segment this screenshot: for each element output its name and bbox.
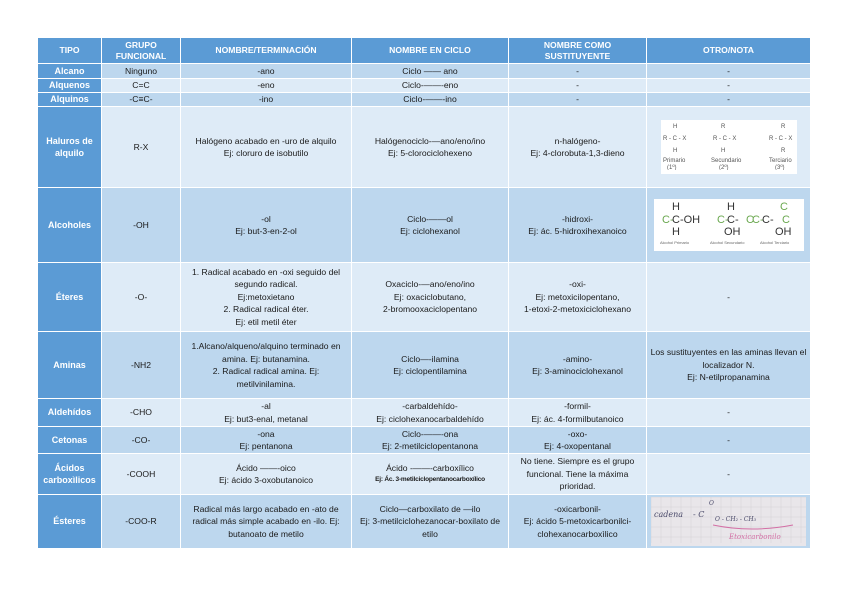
table-row — [38, 495, 811, 549]
svg-text:C-: C- — [661, 214, 674, 227]
functional-groups-table — [37, 37, 811, 549]
table-row — [38, 107, 811, 188]
note — [647, 454, 811, 495]
table-row — [38, 427, 811, 454]
cyclic-name-line: Ácido -——-carboxílico — [386, 462, 474, 473]
cyclic-name-line: Ciclo-——-ona — [401, 428, 459, 439]
note-image — [647, 495, 811, 549]
note-line: - — [727, 291, 730, 302]
svg-text:Alcohol Terciario: Alcohol Terciario — [759, 240, 789, 246]
table-row — [38, 332, 811, 399]
name-ending — [181, 79, 352, 93]
cyclic-name — [352, 93, 509, 107]
svg-text:(3º): (3º) — [774, 165, 785, 171]
name-ending-line: Ej: ácido 3-oxobutanoico — [218, 475, 314, 485]
name-ending-line: Ej: cloruro de isobutilo — [223, 148, 309, 158]
name-ending-line: 1. Radical acabado en -oxi seguido del segundo radical. — [191, 266, 341, 290]
cyclic-name — [352, 263, 509, 332]
cyclic-name-line: Ej: ciclohexanol — [400, 226, 460, 236]
substituent-name-line: n-halógeno- — [554, 135, 601, 146]
substituent-name-line: -hidroxi- — [561, 213, 594, 224]
row-type: Alquinos — [38, 93, 102, 107]
cyclic-name — [352, 188, 509, 263]
name-ending — [181, 263, 352, 332]
substituent-name-line: Ej: 3-aminociclohexanol — [532, 366, 623, 376]
substituent-name-line: - — [576, 80, 579, 91]
cyclic-name — [352, 427, 509, 454]
name-ending-line: Halógeno acabado en -uro de alquilo — [195, 135, 337, 146]
svg-text:OH: OH — [774, 226, 791, 239]
cyclic-name-line: Ciclo-——ol — [407, 213, 453, 224]
svg-text:C: C — [779, 201, 788, 214]
substituent-name-line: No tiene. Siempre es el grupo funcional. Tiene la máxima prioridad. — [520, 456, 635, 492]
svg-text:C-: C- — [751, 214, 764, 227]
svg-text:R: R — [720, 124, 725, 131]
cyclic-name-line: Ej: 2-metilciclopentanona — [381, 441, 479, 451]
note-image — [647, 107, 811, 188]
substituent-name-line: Ej: ácido 5-metoxicarbonilci-clohexanocarboxìlico — [523, 516, 632, 539]
row-type: Aminas — [38, 332, 102, 399]
header-sustituyente: NOMBRE COMO SUSTITUYENTE — [509, 38, 647, 64]
header-tipo: TIPO — [38, 38, 102, 64]
substituent-name — [509, 79, 647, 93]
note-line: - — [727, 94, 730, 105]
name-ending — [181, 188, 352, 263]
substituent-name-line: - — [576, 94, 579, 105]
name-ending-line: 2. Radical radical éter. — [223, 304, 309, 315]
note-image — [647, 188, 811, 263]
functional-group: -C≡C- — [102, 93, 181, 107]
row-type: Éteres — [38, 263, 102, 332]
functional-group: -NH2 — [102, 332, 181, 399]
cyclic-name-line: Halógenociclo-—ano/eno/ino — [374, 135, 486, 146]
table-row — [38, 79, 811, 93]
functional-group: C=C — [102, 79, 181, 93]
row-type: Alquenos — [38, 79, 102, 93]
note-line: - — [727, 407, 730, 418]
svg-text:(2º): (2º) — [718, 165, 729, 171]
note — [647, 427, 811, 454]
substituent-name-line: Ej: 4-clorobuta-1,3-dieno — [530, 148, 625, 158]
svg-text:O: O — [709, 499, 714, 507]
svg-text:- C: - C — [693, 509, 705, 519]
substituent-name — [509, 399, 647, 427]
svg-text:H: H — [726, 201, 735, 214]
cyclic-name — [352, 64, 509, 79]
name-ending — [181, 399, 352, 427]
svg-text:R - C - X: R - C - X — [662, 136, 686, 143]
row-type: Aldehídos — [38, 399, 102, 427]
note — [647, 399, 811, 427]
substituent-name-line: Ej: ác. 5-hidroxihexanoico — [528, 226, 627, 236]
note — [647, 332, 811, 399]
functional-group: R-X — [102, 107, 181, 188]
note-line: - — [727, 65, 730, 76]
name-ending-line: Ej:metoxietano — [237, 291, 295, 302]
svg-text:H: H — [671, 226, 680, 239]
table-row — [38, 454, 811, 495]
svg-text:cadena: cadena — [654, 509, 684, 519]
table-row — [38, 64, 811, 79]
substituent-name — [509, 454, 647, 495]
functional-group: -COOH — [102, 454, 181, 495]
note — [647, 93, 811, 107]
functional-group: -OH — [102, 188, 181, 263]
header-grupo: GRUPO FUNCIONAL — [102, 38, 181, 64]
note-line: - — [727, 80, 730, 91]
row-type: Ácidos carboxìlicos — [38, 454, 102, 495]
substituent-name-line: -amino- — [562, 353, 593, 364]
cyclic-name-line: Ciclo—carboxilato de —ilo — [379, 503, 481, 514]
functional-group: -CO- — [102, 427, 181, 454]
row-type: Haluros de alquilo — [38, 107, 102, 188]
substituent-name — [509, 188, 647, 263]
note — [647, 64, 811, 79]
name-ending-line: Ej: but-3-en-2-ol — [235, 226, 297, 236]
name-ending-line: Radical más largo acabado en -ato de radical más simple acabado en -ilo. Ej: butanoato de metilo — [192, 503, 340, 539]
name-ending-line: Ej: pentanona — [239, 441, 293, 451]
substituent-name-line: Ej: ác. 4-formilbutanoico — [531, 413, 624, 424]
svg-text:H: H — [672, 124, 677, 131]
svg-text:C-: C- — [716, 214, 729, 227]
cyclic-name-line: Ej: 3-metilciclohezanocar-boxilato de etilo — [360, 516, 500, 539]
cyclic-name-line: Oxaciclo-—ano/eno/ino — [385, 279, 475, 290]
name-ending — [181, 64, 352, 79]
substituent-name-line: -oxo- — [567, 428, 588, 439]
substituent-name-line: Ej: 4-oxopentanal — [544, 441, 611, 451]
name-ending-line: Ej: etil metil éter — [235, 316, 297, 327]
svg-text:Terciario: Terciario — [768, 158, 792, 165]
cyclic-name-line: Ciclo —— ano — [402, 65, 458, 76]
substituent-name-line: - — [576, 65, 579, 76]
header-row — [38, 38, 811, 64]
cyclic-name — [352, 454, 509, 495]
ester-handwritten-note — [651, 497, 806, 543]
svg-text:H: H — [672, 148, 677, 155]
cyclic-name — [352, 79, 509, 93]
note — [647, 263, 811, 332]
svg-text:O - CH₂ - CH₃: O - CH₂ - CH₃ — [715, 515, 757, 523]
table-row — [38, 93, 811, 107]
substituent-name-line: -formil- — [564, 401, 591, 411]
cyclic-name-line: Ciclo—-ilamina — [401, 353, 459, 364]
note-line: Ej: N-etilpropanamina — [687, 372, 770, 383]
table-row — [38, 263, 811, 332]
name-ending — [181, 93, 352, 107]
svg-text:Etoxicarbonilo: Etoxicarbonilo — [729, 532, 781, 541]
substituent-name — [509, 427, 647, 454]
svg-text:C: C — [745, 214, 754, 227]
table-row — [38, 188, 811, 263]
header-ciclo: NOMBRE EN CICLO — [352, 38, 509, 64]
name-ending-line: 1.Alcano/alqueno/alquino terminado en amina. Ej: butanamina. — [191, 341, 341, 364]
substituent-name — [509, 332, 647, 399]
name-ending-line: Ej: but3-enal, metanal — [224, 413, 308, 424]
name-ending-line: -al — [261, 401, 271, 411]
name-ending-line: Ácido ——-oico — [236, 462, 296, 473]
svg-text:OH: OH — [723, 226, 740, 239]
table-row — [38, 399, 811, 427]
svg-text:H: H — [671, 201, 680, 214]
cyclic-name-line: Ej: oxaciclobutano, — [393, 291, 467, 302]
cyclic-name-line: Ciclo-——-eno — [401, 80, 459, 91]
name-ending-line: -ol — [261, 213, 271, 224]
name-ending — [181, 427, 352, 454]
functional-group: -O- — [102, 263, 181, 332]
svg-text:Alcohol Secundario: Alcohol Secundario — [709, 240, 744, 246]
substituent-name-line: 1-etoxi-2-metoxiciclohexano — [524, 304, 631, 315]
haloalkane-structures — [661, 120, 797, 170]
svg-text:H: H — [720, 148, 725, 155]
svg-text:Alcohol Primario: Alcohol Primario — [659, 240, 689, 246]
row-type: Ésteres — [38, 495, 102, 549]
functional-group: -COO-R — [102, 495, 181, 549]
svg-text:R - C - X: R - C - X — [712, 136, 736, 143]
svg-text:Secundario: Secundario — [710, 158, 741, 165]
note-line: - — [727, 468, 730, 479]
cyclic-name-line: Ej: 5-clorociclohexeno — [387, 148, 473, 158]
header-nota: OTRO/NOTA — [647, 38, 811, 64]
row-type: Cetonas — [38, 427, 102, 454]
name-ending-line: 2. Radical radical amina. Ej: metilvinilamina. — [212, 366, 320, 389]
note-line: Los sustituyentes en las aminas llevan el localizador N. — [650, 347, 807, 370]
row-type: Alcano — [38, 64, 102, 79]
substituent-name — [509, 93, 647, 107]
row-type: Alcoholes — [38, 188, 102, 263]
substituent-name-line: Ej: metoxicilopentano, — [535, 291, 620, 302]
svg-text:C-: C- — [761, 214, 774, 227]
svg-text:R - C - X: R - C - X — [768, 136, 792, 143]
substituent-name-line: -oxicarbonil- — [554, 503, 601, 514]
substituent-name — [509, 107, 647, 188]
svg-text:Primario: Primario — [662, 158, 685, 165]
name-ending — [181, 495, 352, 549]
name-ending-line: -eno — [257, 80, 275, 91]
cyclic-name — [352, 495, 509, 549]
name-ending — [181, 107, 352, 188]
substituent-name-line: -oxi- — [569, 279, 586, 290]
cyclic-name-line: Ej: ciclopentilamina — [393, 366, 467, 376]
substituent-name — [509, 263, 647, 332]
svg-text:R: R — [780, 148, 785, 155]
cyclic-name-line: 2-bromooxaciclopentano — [382, 304, 478, 315]
functional-group: Ninguno — [102, 64, 181, 79]
functional-group: -CHO — [102, 399, 181, 427]
svg-text:C-: C- — [726, 214, 739, 227]
cyclic-name — [352, 107, 509, 188]
name-ending-line: -ona — [257, 428, 275, 439]
name-ending — [181, 332, 352, 399]
svg-text:(1º): (1º) — [666, 165, 677, 171]
alcohol-structures — [654, 199, 804, 247]
cyclic-name-line: Ej: Ác. 3-metilciclopentanocarboxílico — [375, 476, 485, 483]
svg-text:C-OH: C-OH — [671, 214, 700, 227]
cyclic-name-line: Ej: ciclohexanocarbaldehído — [376, 413, 484, 424]
substituent-name — [509, 64, 647, 79]
name-ending-line: -ano — [257, 65, 275, 76]
cyclic-name-line: Ciclo-——-ino — [403, 94, 457, 105]
cyclic-name — [352, 332, 509, 399]
substituent-name — [509, 495, 647, 549]
name-ending — [181, 454, 352, 495]
svg-text:C: C — [781, 214, 790, 227]
name-ending-line: -ino — [258, 94, 274, 105]
svg-text:R: R — [780, 124, 785, 131]
cyclic-name-line: -carbaldehído- — [402, 401, 458, 411]
cyclic-name — [352, 399, 509, 427]
note — [647, 79, 811, 93]
note-line: - — [727, 434, 730, 445]
header-nombre: NOMBRE/TERMINACIÓN — [181, 38, 352, 64]
